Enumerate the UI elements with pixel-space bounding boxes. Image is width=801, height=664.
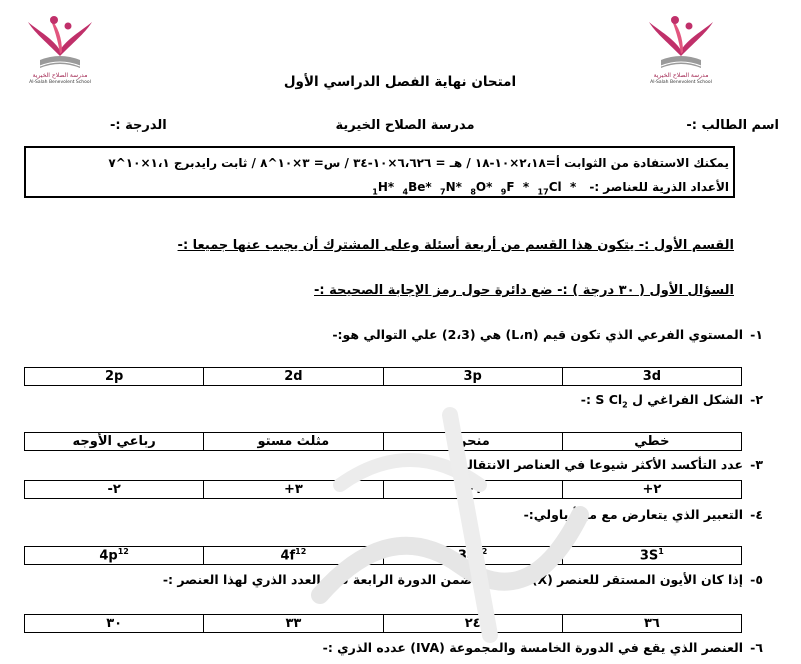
- question-5-text: إذا كان الأيون المستقر للعنصر (X) هو $(X^{-3})$ ضمن الدورة الرابعة فان العدد الذري لهذا العنصر :-: [162, 572, 743, 588]
- question-3-options: [24, 480, 742, 499]
- element-list: [372, 180, 576, 196]
- option-plus-1[interactable]: +١: [383, 481, 562, 499]
- question-2-number: -٢: [750, 392, 763, 407]
- question-2-text: الشكل الفراغي ل S $Cl_2$ :-: [580, 392, 743, 410]
- option-bent[interactable]: منحن: [383, 433, 562, 451]
- exam-title: امتحان نهاية الفصل الدراسي الأول: [283, 74, 517, 90]
- element-item: $_{17}$Cl *: [537, 180, 577, 197]
- question-6-number: -٦: [750, 640, 763, 655]
- question-1-text: المستوي الفرعي الذي تكون قيم (L،n) هي (2،3) علي التوالي هو:-: [332, 327, 743, 342]
- option-4f12[interactable]: $4f^{12}$: [204, 547, 383, 565]
- option-30[interactable]: ٣٠: [25, 615, 204, 633]
- question-4-options: [24, 546, 742, 565]
- option-4p12[interactable]: $4p^{12}$: [25, 547, 204, 565]
- question-5-number: -٥: [750, 572, 763, 587]
- atomic-numbers-line: [372, 176, 729, 196]
- question-3-text: عدد التأكسد الأكثر شيوعا في العناصر الانتقالية :-: [441, 457, 743, 472]
- atomic-numbers-label: الأعداد الذرية للعناصر :-: [589, 180, 729, 194]
- question-3-number: -٣: [750, 457, 763, 472]
- option-3s1[interactable]: $3S^1$: [562, 547, 741, 565]
- option-plus-3[interactable]: +٣: [204, 481, 383, 499]
- question-1-number: -١: [750, 327, 763, 342]
- question-4-text: التعبير الذي يتعارض مع مبدأ باولي:-: [523, 507, 743, 522]
- element-item: $_8$O*: [470, 180, 493, 197]
- logo-caption-ar-left: مدرسة الصلاح الخيرية: [32, 72, 88, 79]
- section-one-heading: القسم الأول :- يتكون هذا القسم من أربعة أسئلة وعلى المشترك أن يجيب عنها جميعا :-: [177, 238, 734, 253]
- option-minus-2[interactable]: -٢: [25, 481, 204, 499]
- element-item: $_9$F *: [500, 180, 530, 197]
- question-one-heading: السؤال الأول ( ٣٠ درجة ) :- ضع دائرة حول رمز الإجابة الصحيحة :-: [314, 283, 734, 298]
- option-2p[interactable]: 2p: [25, 368, 204, 386]
- logo-caption-ar-right: مدرسة الصلاح الخيرية: [653, 72, 709, 79]
- option-3d[interactable]: 3d: [562, 368, 741, 386]
- logo-caption-en-left: Al-Salah Benevolent School: [29, 80, 91, 85]
- option-linear[interactable]: خطي: [562, 433, 741, 451]
- school-name: مدرسة الصلاح الخيرية: [335, 118, 475, 133]
- option-24[interactable]: ٢٤: [383, 615, 562, 633]
- option-2d[interactable]: 2d: [204, 368, 383, 386]
- question-5-options: [24, 614, 742, 633]
- constants-line: يمكنك الاستفادة من الثوابت أ=٢،١٨×١٠-١٨ / هـ = ٦،٦٢٦×١٠-٣٤ / س= ٣×١٠^٨ / ثابت رايدبرج ١،١×١٠^٧: [108, 156, 729, 170]
- option-3d12[interactable]: $3d^{12}$: [383, 547, 562, 565]
- element-item: $_4$Be*: [402, 180, 432, 197]
- option-33[interactable]: ٣٣: [204, 615, 383, 633]
- option-plus-2[interactable]: +٢: [562, 481, 741, 499]
- logo-caption-en-right: Al-Salah Benevolent School: [650, 80, 712, 85]
- option-36[interactable]: ٣٦: [562, 615, 741, 633]
- grade-label: الدرجة :-: [110, 118, 167, 133]
- question-1-options: [24, 367, 742, 386]
- element-item: $_7$N*: [440, 180, 462, 197]
- student-name-label: اسم الطالب :-: [686, 118, 779, 133]
- option-tetrahedral[interactable]: رباعي الأوجه: [25, 433, 204, 451]
- option-trigonal-planar[interactable]: مثلث مستو: [204, 433, 383, 451]
- question-6-text: العنصر الذي يقع في الدورة الخامسة والمجموعة (IVA) عدده الذري :-: [322, 640, 743, 655]
- option-3p[interactable]: 3p: [383, 368, 562, 386]
- element-item: $_1$H*: [372, 180, 395, 197]
- question-2-options: [24, 432, 742, 451]
- question-4-number: -٤: [750, 507, 763, 522]
